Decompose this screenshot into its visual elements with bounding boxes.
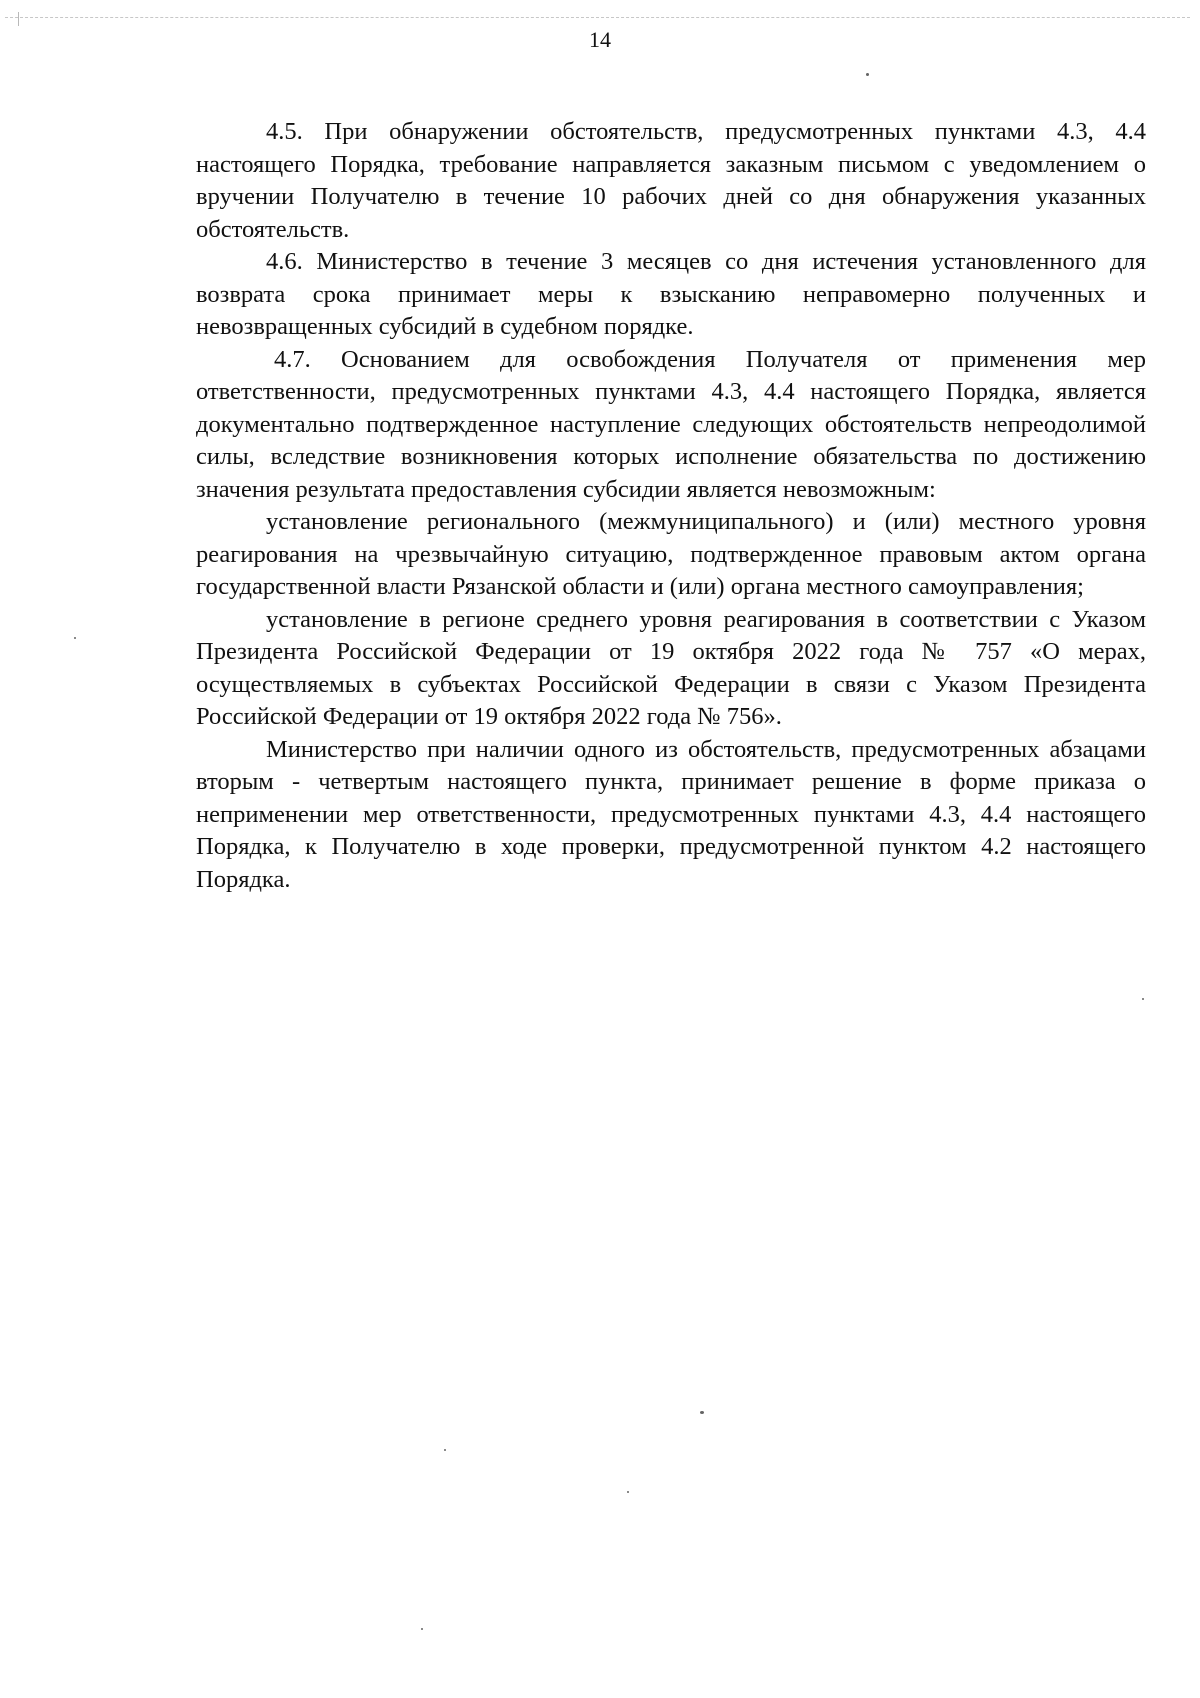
scan-speck xyxy=(1142,998,1144,1000)
page-number: 14 xyxy=(589,27,611,52)
document-body xyxy=(196,116,1146,896)
scan-speck xyxy=(421,1628,423,1630)
scan-speck xyxy=(74,637,76,639)
paragraph-4-7: 4.7. Основанием для освобождения Получателя от применения мер ответственности, предусмотренных пунктами 4.3, 4.4 настоящего Порядка, является документально подтвержденное наступление следующих обстоятельств непреодолимой силы, вследствие возникновения которых исполнение обязательства по достижению значения результата предоставления субсидии является невозможным: xyxy=(196,345,1146,503)
paragraph-4-6: 4.6. Министерство в течение 3 месяцев со дня истечения установленного для возврата срока принимает меры к взысканию неправомерно полученных и невозвращенных субсидий в судебном порядке. xyxy=(196,248,1146,340)
scan-edge-line xyxy=(5,17,1190,18)
scan-speck xyxy=(700,1411,704,1414)
scan-speck xyxy=(444,1449,446,1451)
paragraph-ministry-decision: Министерство при наличии одного из обстоятельств, предусмотренных абзацами вторым - четвертым настоящего пункта, принимает решение в форме приказа о неприменении мер ответственности, предусмотренных пунктами 4.3, 4.4 настоящего Порядка, к Получателю в ходе проверки, предусмотренной пунктом 4.2 настоящего Порядка. xyxy=(196,735,1146,893)
scan-speck xyxy=(627,1491,629,1493)
paragraph-emergency-regional: установление регионального (межмуниципального) и (или) местного уровня реагирования на чрезвычайную ситуацию, подтвержденное правовым актом органа государственной власти Рязанской области и (или) органа местного самоуправления; xyxy=(196,508,1146,600)
paragraph-4-5: 4.5. При обнаружении обстоятельств, предусмотренных пунктами 4.3, 4.4 настоящего Порядка, требование направляется заказным письмом с уведомлением о вручении Получателю в течение 10 рабочих дней со дня обнаружения указанных обстоятельств. xyxy=(196,118,1146,243)
scan-edge-mark xyxy=(18,12,19,26)
scan-speck xyxy=(866,73,869,76)
paragraph-emergency-decree: установление в регионе среднего уровня реагирования в соответствии с Указом Президента Российской Федерации от 19 октября 2022 года № 757 «О мерах, осуществляемых в субъектах Российской Федерации в связи с Указом Президента Российской Федерации от 19 октября 2022 года № 756». xyxy=(196,605,1146,730)
